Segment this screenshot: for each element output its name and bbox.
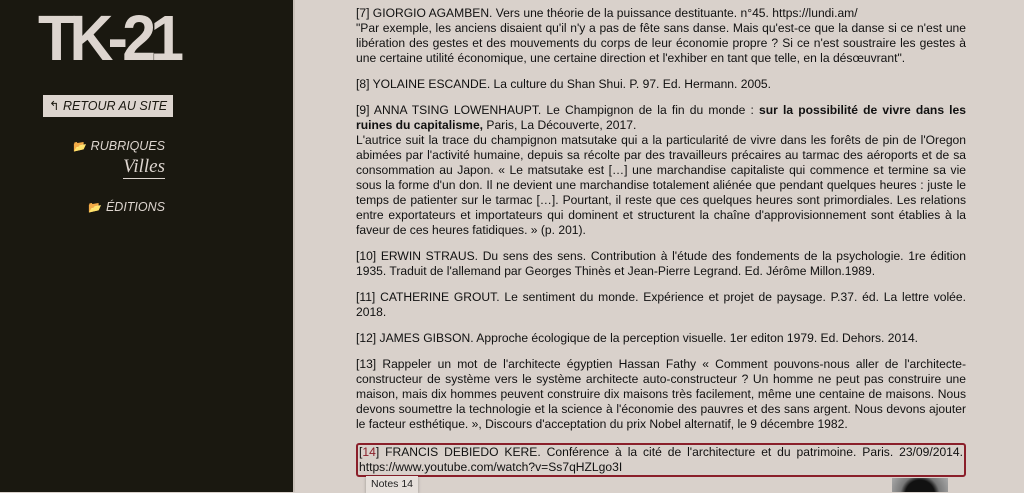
- note-14-highlighted[interactable]: [356, 443, 966, 490]
- folder-open-icon: 📂: [72, 141, 87, 153]
- nav-rubriques[interactable]: [73, 139, 165, 153]
- notes-content: [356, 6, 966, 488]
- rubriques-label: RUBRIQUES: [90, 139, 165, 153]
- sidebar: [0, 0, 295, 492]
- current-rubrique-villes[interactable]: Villes: [123, 156, 165, 177]
- note-7: [356, 6, 966, 66]
- note-9: [356, 103, 966, 238]
- note-14-text: ] FRANCIS DEBIEDO KERE. Conférence à la cité de l'architecture et du patrimoine. Paris. 23/09/2014. https://www.youtube.com/watch?v=Ss7qHZLgo3I: [359, 445, 963, 474]
- tooltip: Notes 14: [366, 476, 418, 493]
- note-8: [8] YOLAINE ESCANDE. La culture du Shan Shui. P. 97. Ed. Hermann. 2005.: [356, 77, 772, 91]
- editions-label: ÉDITIONS: [105, 200, 165, 214]
- note-14-number[interactable]: 14: [362, 445, 376, 459]
- back-label: RETOUR AU SITE: [62, 99, 168, 113]
- note-12: [12] JAMES GIBSON. Approche écologique de la perception visuelle. 1er editon 1979. Ed. Dehors. 2014.: [356, 331, 919, 345]
- return-arrow-icon: ↰: [49, 99, 63, 113]
- logo[interactable]: TK-21: [38, 2, 179, 74]
- note-9-pre: [9] ANNA TSING LOWENHAUPT. Le Champignon de la fin du monde :: [356, 103, 760, 117]
- note-7-ref: [7] GIORGIO AGAMBEN. Vers une théorie de la puissance destituante. n°45. https://lundi.am/: [356, 6, 858, 20]
- nav-editions[interactable]: [88, 200, 165, 214]
- note-11: [11] CATHERINE GROUT. Le sentiment du monde. Expérience et projet de paysage. P.37. éd. La lettre volée. 2018.: [356, 290, 966, 319]
- bracket: [: [359, 445, 363, 459]
- folder-open-icon: 📂: [88, 202, 102, 214]
- back-to-site-button[interactable]: [43, 95, 173, 117]
- note-9-body: L'autrice suit la trace du champignon matsutake qui a la particularité de vivre dans les forêts de pin de l'Oregon abimées par l'activité humaine, depuis sa récolte par des travailleurs précaires au tarmac des aéroports et de sa consommation au Japon. « Le matsutake est […] une marchandise capitaliste qui commence et termine sa vie sous la forme d'un don. Il ne devient une marchandise totalement aliénée que pendant quelques heures : juste le temps de patienter sur le tarmac […]. Pourtant, il reste que ces quelques heures sont primordiales. Les relations entre exportateurs et importateurs qui dominent et structurent la chaîne d'approvisionnement sont établies à la faveur de ces heures fatidiques. » (p. 201).: [356, 133, 966, 237]
- note-13: [13] Rappeler un mot de l'architecte égyptien Hassan Fathy « Comment pouvons-nous aller de l'architecte-constructeur de système vers le système architecte auto-constructeur ? Un homme ne peut pas construire une maison, mais dix hommes peuvent construire dix maisons très facilement, même une centaine de maisons. Nous devons soumettre la technologie et la science à l'économie des pauvres et des sans argent. Nous devons ajouter le facteur esthétique. », Discours d'acceptation du prix Nobel alternatif, le 9 décembre 1982.: [356, 357, 966, 431]
- note-7-quote: "Par exemple, les anciens disaient qu'il n'y a pas de fête sans danse. Mais qu'est-ce que la danse si ce n'est une libération des gestes et des mouvements du corps de leur économie propre ? Si ce n'est soustraire les gestes à une certaine utilité économique, une certaine direction et l'exhiber en tant que telle, en la désœuvrant".: [356, 21, 966, 65]
- note-9-post: Paris, La Découverte, 2017.: [483, 118, 637, 132]
- note-10: [10] ERWIN STRAUS. Du sens des sens. Contribution à l'étude des fondements de la psychologie. 1re édition 1935. Traduit de l'allemand par Georges Thinès et Jean-Pierre Legrand. Ed. Jérôme Millon.1989.: [356, 249, 966, 278]
- note-9-bold: sur la possibilité de vivre dans les ruines du capitalisme,: [356, 103, 966, 132]
